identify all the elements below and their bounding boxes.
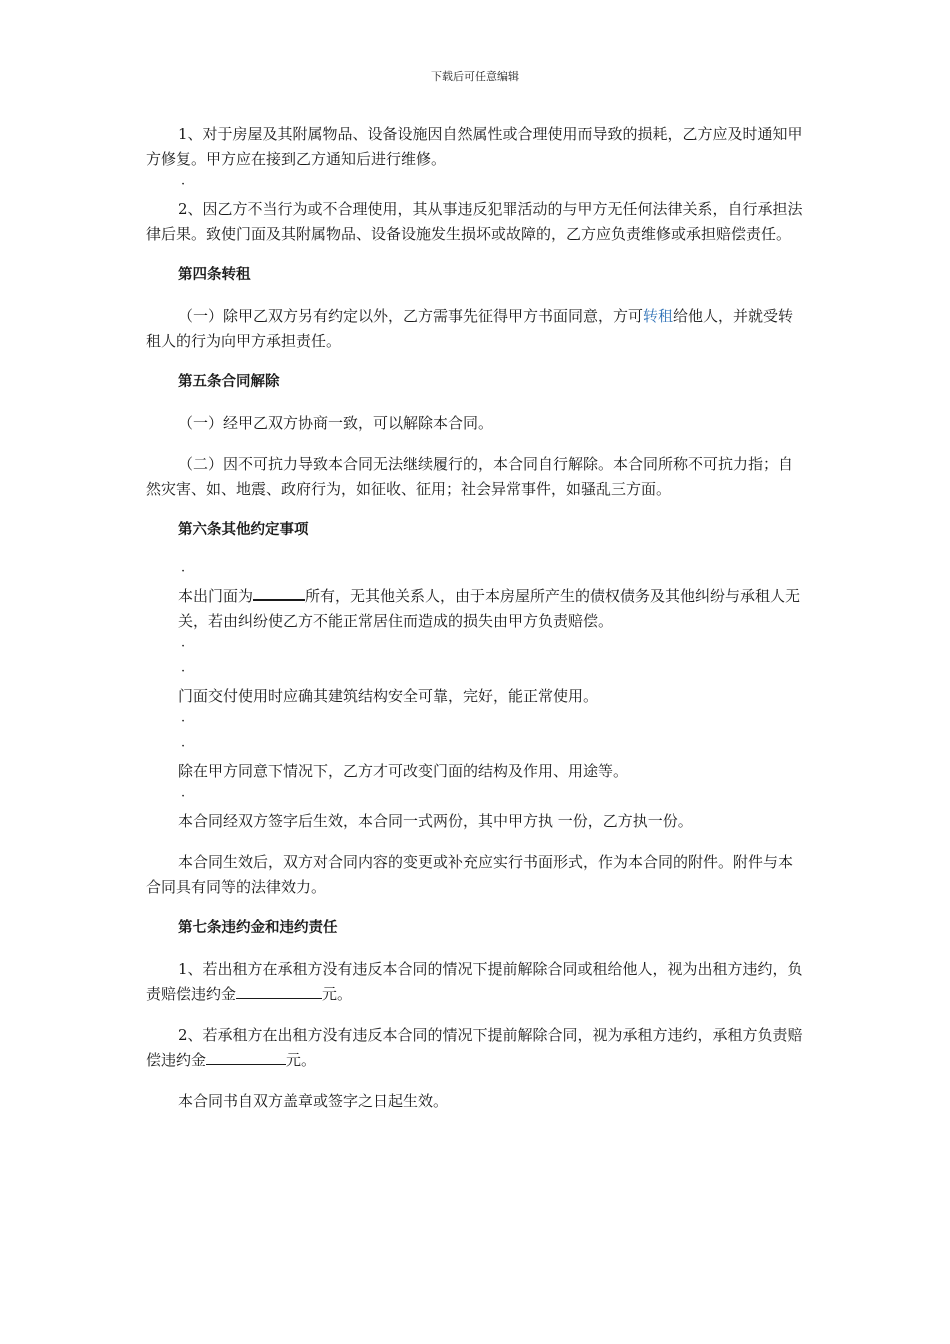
list-item: 除在甲方同意下情况下，乙方才可改变门面的结构及作用、用途等。 — [178, 762, 629, 780]
bullet-marker: · — [181, 564, 186, 579]
bullet-marker: · — [181, 639, 186, 654]
clause-paragraph: 本合同生效后，双方对合同内容的变更或补充应实行书面形式，作为本合同的附件。附件与本合同具有同等的法律效力。 — [146, 853, 794, 896]
section-heading-7: 第七条违约金和违约责任 — [178, 920, 338, 936]
bullet-marker: · — [181, 714, 186, 729]
document-body — [146, 122, 806, 1114]
bullet-marker: · — [181, 739, 186, 754]
fill-blank — [236, 984, 322, 999]
list-item: 门面交付使用时应确其建筑结构安全可靠，完好，能正常使用。 — [178, 687, 599, 705]
clause-paragraph: 1、对于房屋及其附属物品、设备设施因自然属性或合理使用而导致的损耗，乙方应及时通知甲方修复。甲方应在接到乙方通知后进行维修。 — [146, 125, 803, 168]
clause-paragraph: 1、若出租方在承租方没有违反本合同的情况下提前解除合同或租给他人，视为出租方违约，负责赔偿违约金 元。 — [146, 960, 803, 1003]
clause-paragraph: 本合同书自双方盖章或签字之日起生效。 — [178, 1092, 449, 1110]
fill-blank — [253, 585, 305, 601]
clause-paragraph: （二）因不可抗力导致本合同无法继续履行的，本合同自行解除。本合同所称不可抗力指；自然灾害、如、地震、政府行为，如征收、征用；社会异常事件，如骚乱三方面。 — [146, 455, 794, 498]
section-heading-4: 第四条转租 — [178, 267, 251, 283]
clause-paragraph: （一）经甲乙双方协商一致，可以解除本合同。 — [178, 414, 494, 432]
bullet-marker: · — [181, 789, 186, 804]
clause-paragraph: 2、若承租方在出租方没有违反本合同的情况下提前解除合同，视为承租方违约，承租方负责赔偿违约金 元。 — [146, 1026, 803, 1069]
list-item: 本出门面为 所有，无其他关系人，由于本房屋所产生的债权债务及其他纠纷与承租人无关，若由纠纷使乙方不能正常居住而造成的损失由甲方负责赔偿。 — [178, 587, 801, 630]
clause-paragraph: （一）除甲乙双方另有约定以外，乙方需事先征得甲方书面同意，方可转租给他人，并就受转租人的行为向甲方承担责任。 — [146, 307, 794, 350]
section-heading-5: 第五条合同解除 — [178, 374, 280, 390]
clause-paragraph: 2、因乙方不当行为或不合理使用，其从事违反犯罪活动的与甲方无任何法律关系，自行承担法律后果。致使门面及其附属物品、设备设施发生损坏或故障的，乙方应负责维修或承担赔偿责任。 — [146, 200, 803, 243]
page-header: 下载后可任意编辑 — [431, 70, 519, 83]
fill-blank — [206, 1050, 286, 1065]
sublease-link[interactable]: 转租 — [643, 307, 674, 325]
bullet-marker: · — [181, 177, 186, 192]
section-heading-6: 第六条其他约定事项 — [178, 522, 309, 538]
bullet-marker: · — [181, 664, 186, 679]
list-item: 本合同经双方签字后生效，本合同一式两份，其中甲方执 一份，乙方执一份。 — [178, 812, 693, 830]
